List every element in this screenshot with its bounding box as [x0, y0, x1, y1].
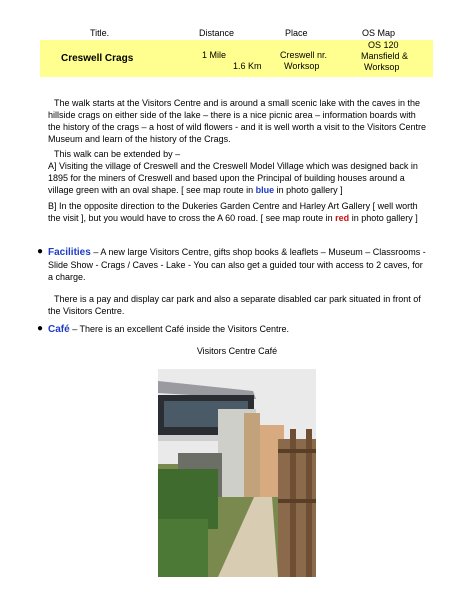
extend-line: This walk can be extended by – [54, 149, 181, 159]
walk-name: Creswell Crags [61, 53, 134, 64]
place-line2: Worksop [284, 61, 320, 71]
option-a-paragraph [48, 160, 430, 196]
header-distance: Distance [199, 28, 235, 38]
os-map-line3: Worksop [364, 62, 400, 72]
visitors-centre-cafe-photo [158, 369, 316, 577]
option-b-text: B] In the opposite direction to the Dukeries Garden Centre and Harley Art Gallery [ well worth the visit ], but you would have to cross the A 60 road. [ see map route in [48, 201, 418, 223]
cafe-bullet: ● [37, 323, 44, 334]
cafe-text: – There is an excellent Café inside the Visitors Centre. [69, 324, 289, 334]
header-place: Place [285, 28, 308, 38]
photo-caption: Visitors Centre Café [196, 346, 278, 356]
place-line1: Creswell nr. [280, 50, 328, 60]
option-a-text: A] Visiting the village of Creswell and the Creswell Model Village which was designed back in 1895 for the miners of Creswell and based upon the Principal of building houses around a village green with an oval shape. [ see map route in [48, 161, 418, 195]
option-a-colour: blue [255, 185, 275, 195]
option-b-paragraph [48, 200, 430, 224]
parking-paragraph: There is a pay and display car park and also a separate disabled car park situated in front of the Visitors Centre. [48, 294, 421, 316]
cafe-label: Café [48, 324, 70, 335]
cafe-paragraph [48, 323, 430, 336]
os-map-line2: Mansfield & [361, 51, 409, 61]
facilities-paragraph [48, 246, 430, 283]
option-b-end: in photo gallery ] [349, 213, 418, 223]
facilities-text: – A new large Visitors Centre, gifts shop books & leaflets – Museum – Classrooms - Slide Show - Crags / Caves - Lake - You can also get a guided tour with access to 2 caves, for a charge. [48, 247, 426, 282]
option-a-end: in photo gallery ] [274, 185, 343, 195]
intro-paragraph: The walk starts at the Visitors Centre and is around a small scenic lake with the caves in the hillside crags on either side of the lake – there is a nice picnic area – information boards with the history of the crags – a host of wild flowers - and it is well worth a visit to the Visitors Centre Museum and learn of the history of the Crags. [48, 98, 426, 144]
facilities-bullet: ● [37, 246, 44, 257]
header-title: Title. [90, 28, 110, 38]
header-os-map: OS Map [362, 28, 396, 38]
option-b-colour: red [335, 213, 350, 223]
distance-km: 1.6 Km [233, 61, 262, 71]
distance-miles: 1 Mile [202, 50, 227, 60]
os-map-line1: OS 120 [368, 40, 399, 50]
walk-summary-row [40, 40, 433, 77]
facilities-label: Facilities [48, 247, 91, 258]
